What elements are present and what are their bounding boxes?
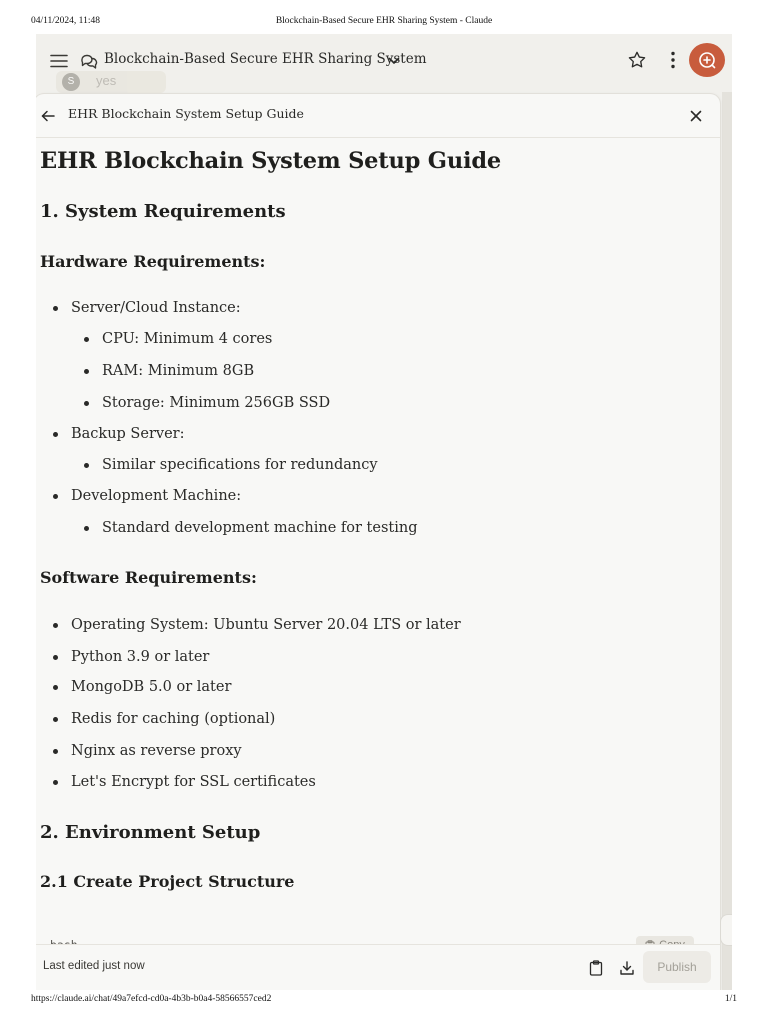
download-icon[interactable]: [616, 957, 638, 979]
clipboard-icon[interactable]: [585, 957, 607, 979]
section-heading-system-requirements: 1. System Requirements: [40, 201, 286, 222]
close-icon[interactable]: [686, 106, 706, 126]
side-tab-edge: [720, 914, 732, 946]
chat-bubbles-icon[interactable]: [78, 50, 100, 72]
artifact-document: [40, 138, 710, 934]
print-title: Blockchain-Based Secure EHR Sharing System - Claude: [275, 16, 493, 26]
artifact-panel: [36, 94, 720, 990]
last-edited-status: Last edited just now: [43, 960, 145, 972]
list-item: Nginx as reverse proxy: [71, 742, 242, 760]
background-user-message: [56, 71, 166, 93]
list-item: Backup Server:: [71, 425, 184, 443]
hamburger-menu-icon[interactable]: [48, 50, 70, 72]
subheading-hardware: Hardware Requirements:: [40, 252, 266, 271]
print-page-number: 1/1: [724, 994, 737, 1004]
chevron-down-icon[interactable]: [386, 52, 402, 70]
list-item: CPU: Minimum 4 cores: [102, 330, 272, 348]
list-item: Development Machine:: [71, 487, 241, 505]
scroll-strip: [722, 92, 732, 990]
list-item: Let's Encrypt for SSL certificates: [71, 773, 316, 791]
artifact-title: EHR Blockchain System Setup Guide: [68, 106, 304, 121]
subheading-project-structure: 2.1 Create Project Structure: [40, 872, 295, 891]
claude-app-window: [36, 34, 732, 990]
list-item: Redis for caching (optional): [71, 710, 275, 728]
publish-button[interactable]: Publish: [643, 951, 711, 983]
new-chat-avatar-button[interactable]: [689, 43, 725, 77]
artifact-footer: [36, 944, 720, 990]
section-heading-environment-setup: 2. Environment Setup: [40, 822, 261, 843]
list-item: RAM: Minimum 8GB: [102, 362, 254, 380]
list-item: MongoDB 5.0 or later: [71, 678, 231, 696]
list-item: Python 3.9 or later: [71, 648, 209, 666]
doc-title: EHR Blockchain System Setup Guide: [40, 148, 501, 174]
print-footer: [0, 994, 768, 1008]
subheading-software: Software Requirements:: [40, 568, 257, 587]
kebab-icon[interactable]: [662, 48, 684, 72]
list-item: Operating System: Ubuntu Server 20.04 LTS or later: [71, 616, 461, 634]
list-item: Standard development machine for testing: [102, 519, 417, 537]
star-icon[interactable]: [625, 48, 649, 72]
list-item: Storage: Minimum 256GB SSD: [102, 394, 330, 412]
list-item: Similar specifications for redundancy: [102, 456, 378, 474]
user-avatar: S: [62, 73, 80, 91]
arrow-left-icon[interactable]: [38, 106, 58, 126]
list-item: Server/Cloud Instance:: [71, 299, 241, 317]
new-chat-icon: [697, 50, 717, 70]
print-date: 04/11/2024, 11:48: [31, 16, 100, 26]
conversation-title[interactable]: Blockchain-Based Secure EHR Sharing System: [104, 51, 427, 67]
print-url: https://claude.ai/chat/49a7efcd-cd0a-4b3b-b0a4-58566557ced2: [31, 994, 272, 1004]
artifact-header: [36, 94, 720, 138]
user-message-text: yes: [96, 73, 117, 88]
print-header: [0, 16, 768, 30]
